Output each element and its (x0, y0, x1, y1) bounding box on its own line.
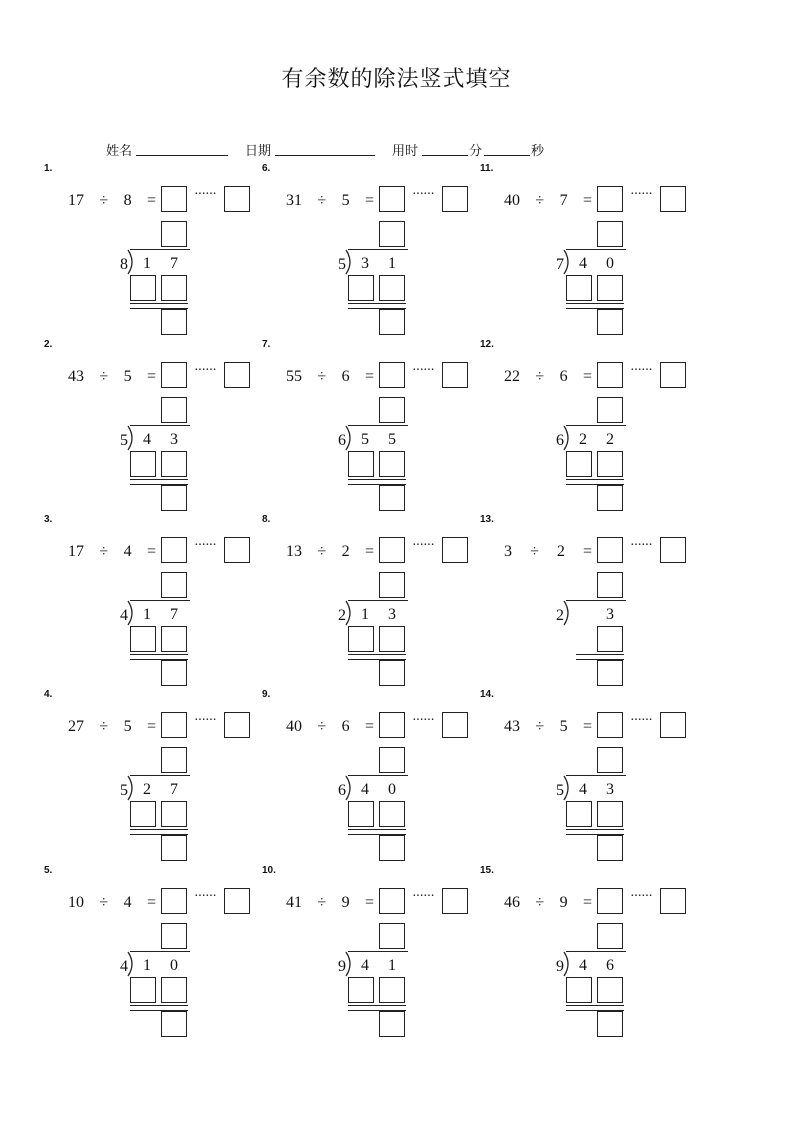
problem-4 (44, 689, 274, 864)
product-ones-box[interactable] (161, 275, 187, 301)
quotient-box[interactable] (379, 397, 405, 423)
divisor: 5 (123, 718, 132, 735)
division-bar (566, 951, 626, 952)
dividend-tens: 4 (579, 781, 587, 798)
dividend-tens: 1 (143, 255, 151, 272)
divisor: 5 (559, 718, 568, 735)
division-bar (348, 249, 408, 250)
divisor: 5 (123, 368, 132, 385)
remainder-answer-box[interactable] (224, 537, 250, 563)
dividend: 3 (504, 543, 512, 560)
equals-sign: = (146, 894, 156, 911)
dividend-ones: 7 (170, 255, 178, 272)
dividend-ones: 7 (170, 606, 178, 623)
equation (286, 893, 374, 913)
product-ones-box[interactable] (161, 801, 187, 827)
quotient-box[interactable] (597, 572, 623, 598)
remainder-dots: ······ (194, 889, 216, 904)
problem-number: 12. (480, 339, 494, 350)
remainder-box[interactable] (379, 1011, 405, 1037)
dividend: 55 (286, 368, 302, 385)
dividend: 41 (286, 894, 302, 911)
product-tens-box[interactable] (566, 451, 592, 477)
division-bar (348, 775, 408, 776)
equation (504, 191, 592, 211)
longdiv-divisor: 2 (338, 607, 346, 624)
problem-3 (44, 514, 274, 689)
dividend: 40 (504, 192, 520, 209)
product-ones-box[interactable] (379, 626, 405, 652)
division-bar (348, 600, 408, 601)
dividend: 46 (504, 894, 520, 911)
longdiv-divisor: 5 (556, 782, 564, 799)
division-bar (566, 249, 626, 250)
time-label: 用时 (392, 144, 419, 159)
divisor: 4 (123, 543, 132, 560)
quotient-box[interactable] (161, 572, 187, 598)
remainder-dots: ······ (194, 187, 216, 202)
equation (504, 367, 592, 387)
quotient-box[interactable] (161, 397, 187, 423)
product-tens-box[interactable] (566, 801, 592, 827)
second-label: 秒 (531, 144, 545, 159)
problem-number: 8. (262, 514, 271, 525)
problem-number: 9. (262, 689, 271, 700)
divide-sign: ÷ (317, 894, 327, 911)
longdiv-divisor: 6 (338, 432, 346, 449)
problem-9 (262, 689, 492, 864)
problem-number: 6. (262, 163, 271, 174)
quotient-answer-box[interactable] (161, 712, 187, 738)
remainder-dots: ······ (630, 363, 652, 378)
divide-sign: ÷ (317, 543, 327, 560)
name-label: 姓名 (106, 144, 133, 159)
divisor: 5 (341, 192, 350, 209)
quotient-box[interactable] (597, 747, 623, 773)
remainder-box[interactable] (379, 660, 405, 686)
dividend-tens: 1 (143, 606, 151, 623)
division-bar (348, 425, 408, 426)
problem-10 (262, 865, 492, 1040)
problem-number: 2. (44, 339, 53, 350)
product-ones-box[interactable] (597, 451, 623, 477)
problem-15 (480, 865, 710, 1040)
divide-sign: ÷ (535, 894, 545, 911)
quotient-answer-box[interactable] (161, 537, 187, 563)
equation (68, 717, 156, 737)
dividend-ones: 0 (606, 255, 614, 272)
remainder-box[interactable] (161, 309, 187, 335)
problem-1 (44, 163, 274, 338)
problem-2 (44, 339, 274, 514)
equation (504, 893, 592, 913)
problem-number: 13. (480, 514, 494, 525)
division-bar (566, 600, 626, 601)
remainder-answer-box[interactable] (660, 186, 686, 212)
longdiv-divisor: 7 (556, 256, 564, 273)
remainder-box[interactable] (597, 1011, 623, 1037)
remainder-answer-box[interactable] (660, 888, 686, 914)
dividend-ones: 5 (388, 431, 396, 448)
quotient-box[interactable] (379, 221, 405, 247)
equation (286, 191, 374, 211)
product-tens-box[interactable] (348, 801, 374, 827)
product-ones-box[interactable] (597, 977, 623, 1003)
division-bar (130, 951, 190, 952)
product-tens-box[interactable] (348, 275, 374, 301)
longdiv-divisor: 6 (556, 432, 564, 449)
division-bracket (562, 600, 574, 626)
longdiv-divisor: 4 (120, 958, 128, 975)
remainder-dots: ······ (630, 187, 652, 202)
product-ones-box[interactable] (161, 977, 187, 1003)
dividend-ones: 0 (170, 957, 178, 974)
dividend-tens: 1 (143, 957, 151, 974)
dividend-ones: 1 (388, 957, 396, 974)
dividend-tens: 3 (361, 255, 369, 272)
dividend-ones: 0 (388, 781, 396, 798)
remainder-dots: ······ (412, 363, 434, 378)
dividend-tens: 4 (361, 957, 369, 974)
page-title: 有余数的除法竖式填空 (281, 67, 512, 92)
product-ones-box[interactable] (161, 451, 187, 477)
divide-sign: ÷ (99, 192, 109, 209)
problem-number: 7. (262, 339, 271, 350)
division-bar (566, 425, 626, 426)
divide-sign: ÷ (535, 368, 545, 385)
quotient-box[interactable] (597, 397, 623, 423)
divisor: 4 (123, 894, 132, 911)
longdiv-divisor: 6 (338, 782, 346, 799)
remainder-answer-box[interactable] (442, 712, 468, 738)
division-bar (348, 951, 408, 952)
quotient-answer-box[interactable] (597, 186, 623, 212)
remainder-box[interactable] (161, 485, 187, 511)
equals-sign: = (582, 718, 592, 735)
equals-sign: = (582, 894, 592, 911)
longdiv-divisor: 2 (556, 607, 564, 624)
product-tens-box[interactable] (566, 275, 592, 301)
problem-number: 11. (480, 163, 494, 174)
divide-sign: ÷ (535, 192, 545, 209)
remainder-answer-box[interactable] (224, 712, 250, 738)
dividend-ones: 3 (606, 781, 614, 798)
dividend: 27 (68, 718, 84, 735)
quotient-box[interactable] (597, 923, 623, 949)
quotient-answer-box[interactable] (161, 888, 187, 914)
divide-sign: ÷ (317, 192, 327, 209)
remainder-dots: ······ (630, 713, 652, 728)
equals-sign: = (582, 543, 592, 560)
equation (504, 717, 592, 737)
equals-sign: = (146, 718, 156, 735)
remainder-box[interactable] (161, 835, 187, 861)
problem-number: 4. (44, 689, 53, 700)
problem-number: 5. (44, 865, 53, 876)
remainder-dots: ······ (412, 889, 434, 904)
remainder-answer-box[interactable] (442, 537, 468, 563)
product-tens-box[interactable] (348, 451, 374, 477)
longdiv-divisor: 4 (120, 607, 128, 624)
equation (286, 542, 374, 562)
equation (286, 367, 374, 387)
product-tens-box[interactable] (130, 977, 156, 1003)
remainder-box[interactable] (597, 309, 623, 335)
minutes-field[interactable] (422, 155, 468, 156)
longdiv-divisor: 9 (556, 958, 564, 975)
product-tens-box[interactable] (348, 977, 374, 1003)
remainder-box[interactable] (161, 1011, 187, 1037)
remainder-dots: ······ (194, 538, 216, 553)
problem-number: 14. (480, 689, 494, 700)
quotient-box[interactable] (161, 923, 187, 949)
longdiv-divisor: 5 (120, 782, 128, 799)
equals-sign: = (364, 192, 374, 209)
quotient-answer-box[interactable] (597, 712, 623, 738)
divide-sign: ÷ (99, 543, 109, 560)
dividend-tens: 4 (143, 431, 151, 448)
division-bar (130, 425, 190, 426)
quotient-answer-box[interactable] (161, 362, 187, 388)
dividend-ones: 3 (170, 431, 178, 448)
dividend-tens: 2 (143, 781, 151, 798)
quotient-box[interactable] (161, 747, 187, 773)
dividend-ones: 3 (606, 606, 614, 623)
product-ones-box[interactable] (597, 275, 623, 301)
remainder-answer-box[interactable] (660, 537, 686, 563)
remainder-dots: ······ (412, 713, 434, 728)
equation (68, 542, 156, 562)
equals-sign: = (146, 368, 156, 385)
divide-sign: ÷ (99, 894, 109, 911)
remainder-dots: ······ (630, 889, 652, 904)
dividend: 13 (286, 543, 302, 560)
divide-sign: ÷ (530, 543, 539, 560)
dividend-ones: 6 (606, 957, 614, 974)
product-ones-box[interactable] (379, 451, 405, 477)
dividend: 40 (286, 718, 302, 735)
remainder-answer-box[interactable] (442, 888, 468, 914)
dividend: 22 (504, 368, 520, 385)
remainder-dots: ······ (194, 363, 216, 378)
quotient-answer-box[interactable] (379, 362, 405, 388)
quotient-answer-box[interactable] (379, 712, 405, 738)
equals-sign: = (582, 192, 592, 209)
longdiv-divisor: 5 (338, 256, 346, 273)
problem-12 (480, 339, 710, 514)
date-label: 日期 (245, 144, 272, 159)
equals-sign: = (364, 368, 374, 385)
equals-sign: = (146, 192, 156, 209)
dividend: 17 (68, 543, 84, 560)
remainder-box[interactable] (597, 660, 623, 686)
divisor: 8 (123, 192, 132, 209)
product-tens-box[interactable] (130, 626, 156, 652)
remainder-answer-box[interactable] (660, 362, 686, 388)
equation (504, 542, 592, 562)
problem-13 (480, 514, 710, 689)
date-field[interactable] (275, 155, 375, 156)
remainder-dots: ······ (630, 538, 652, 553)
dividend-tens: 5 (361, 431, 369, 448)
dividend: 43 (504, 718, 520, 735)
remainder-answer-box[interactable] (442, 362, 468, 388)
remainder-box[interactable] (379, 485, 405, 511)
quotient-answer-box[interactable] (597, 362, 623, 388)
remainder-dots: ······ (194, 713, 216, 728)
product-tens-box[interactable] (348, 626, 374, 652)
remainder-box[interactable] (597, 835, 623, 861)
divisor: 6 (341, 368, 350, 385)
division-bar (566, 775, 626, 776)
dividend: 43 (68, 368, 84, 385)
divide-sign: ÷ (535, 718, 545, 735)
equals-sign: = (364, 718, 374, 735)
equation (68, 893, 156, 913)
product-ones-box[interactable] (597, 626, 623, 652)
info-row (0, 140, 793, 160)
divisor: 7 (559, 192, 568, 209)
remainder-box[interactable] (379, 309, 405, 335)
dividend: 10 (68, 894, 84, 911)
division-bar (130, 600, 190, 601)
minute-label: 分 (469, 144, 483, 159)
equals-sign: = (146, 543, 156, 560)
remainder-answer-box[interactable] (442, 186, 468, 212)
equation (68, 367, 156, 387)
dividend-tens: 2 (579, 431, 587, 448)
quotient-answer-box[interactable] (597, 537, 623, 563)
quotient-answer-box[interactable] (379, 186, 405, 212)
product-tens-box[interactable] (130, 801, 156, 827)
problem-6 (262, 163, 492, 338)
seconds-field[interactable] (484, 155, 530, 156)
division-bar (130, 775, 190, 776)
remainder-dots: ······ (412, 538, 434, 553)
quotient-answer-box[interactable] (379, 537, 405, 563)
product-tens-box[interactable] (566, 977, 592, 1003)
quotient-box[interactable] (597, 221, 623, 247)
dividend: 17 (68, 192, 84, 209)
divide-sign: ÷ (99, 368, 109, 385)
quotient-answer-box[interactable] (379, 888, 405, 914)
dividend-tens: 1 (361, 606, 369, 623)
dividend-tens: 4 (579, 255, 587, 272)
remainder-answer-box[interactable] (224, 362, 250, 388)
divisor: 9 (559, 894, 568, 911)
problem-5 (44, 865, 274, 1040)
product-tens-box[interactable] (130, 275, 156, 301)
remainder-dots: ······ (412, 187, 434, 202)
problem-8 (262, 514, 492, 689)
longdiv-divisor: 5 (120, 432, 128, 449)
longdiv-divisor: 9 (338, 958, 346, 975)
problem-number: 1. (44, 163, 53, 174)
equals-sign: = (364, 543, 374, 560)
longdiv-divisor: 8 (120, 256, 128, 273)
dividend-ones: 2 (606, 431, 614, 448)
divide-sign: ÷ (99, 718, 109, 735)
divide-sign: ÷ (317, 718, 327, 735)
equals-sign: = (364, 894, 374, 911)
product-ones-box[interactable] (161, 626, 187, 652)
problem-7 (262, 339, 492, 514)
dividend-ones: 1 (388, 255, 396, 272)
problem-number: 15. (480, 865, 494, 876)
equals-sign: = (582, 368, 592, 385)
product-ones-box[interactable] (379, 801, 405, 827)
problem-number: 3. (44, 514, 53, 525)
quotient-box[interactable] (379, 923, 405, 949)
remainder-answer-box[interactable] (660, 712, 686, 738)
dividend: 31 (286, 192, 302, 209)
divisor: 9 (341, 894, 350, 911)
product-ones-box[interactable] (379, 275, 405, 301)
name-field[interactable] (136, 155, 228, 156)
quotient-answer-box[interactable] (161, 186, 187, 212)
problem-number: 10. (262, 865, 276, 876)
quotient-box[interactable] (379, 572, 405, 598)
remainder-box[interactable] (161, 660, 187, 686)
dividend-ones: 3 (388, 606, 396, 623)
divisor: 2 (341, 543, 350, 560)
equation (68, 191, 156, 211)
dividend-tens: 4 (361, 781, 369, 798)
quotient-answer-box[interactable] (597, 888, 623, 914)
product-ones-box[interactable] (379, 977, 405, 1003)
product-ones-box[interactable] (597, 801, 623, 827)
divisor: 6 (559, 368, 568, 385)
problem-14 (480, 689, 710, 864)
quotient-box[interactable] (161, 221, 187, 247)
problem-11 (480, 163, 710, 338)
divide-sign: ÷ (317, 368, 327, 385)
remainder-box[interactable] (597, 485, 623, 511)
remainder-box[interactable] (379, 835, 405, 861)
dividend-tens: 4 (579, 957, 587, 974)
remainder-answer-box[interactable] (224, 888, 250, 914)
product-tens-box[interactable] (130, 451, 156, 477)
equation (286, 717, 374, 737)
quotient-box[interactable] (379, 747, 405, 773)
division-bar (130, 249, 190, 250)
dividend-ones: 7 (170, 781, 178, 798)
divisor: 2 (556, 543, 565, 560)
remainder-answer-box[interactable] (224, 186, 250, 212)
divisor: 6 (341, 718, 350, 735)
